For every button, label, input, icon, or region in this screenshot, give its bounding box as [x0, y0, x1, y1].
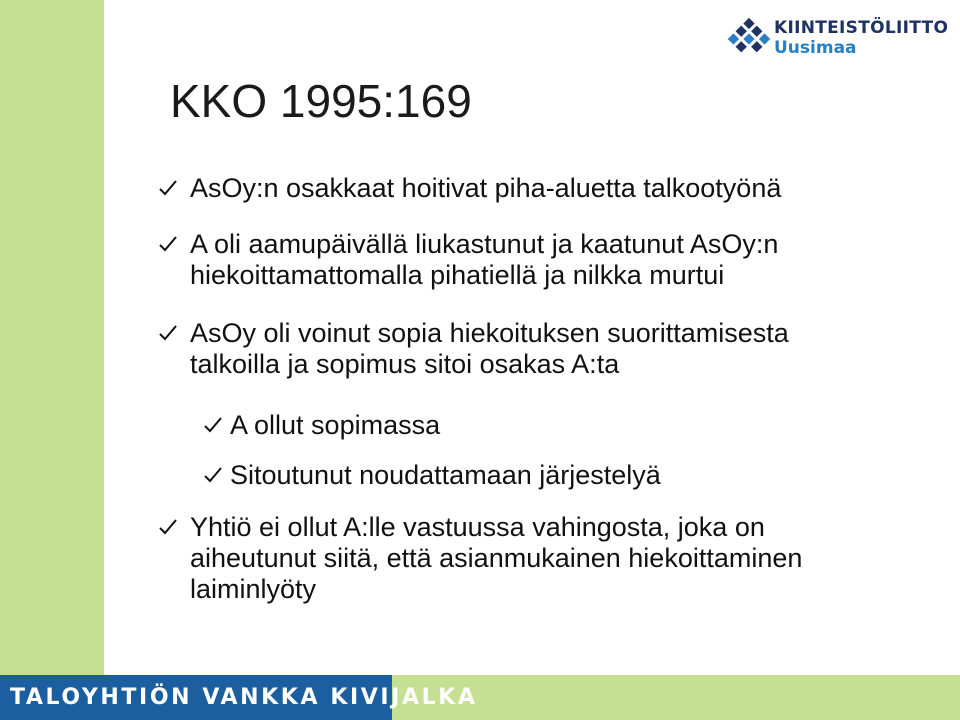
- bullet-line: AsOy oli voinut sopia hiekoituksen suorittamisesta: [190, 318, 789, 348]
- check-icon: [159, 179, 177, 197]
- bullet-line: Sitoutunut noudattamaan järjestelyä: [230, 460, 661, 490]
- bullet-line: A oli aamupäivällä liukastunut ja kaatunut AsOy:n: [190, 229, 779, 259]
- bullet-item: [190, 173, 781, 204]
- bullet-item: [190, 512, 802, 605]
- logo-text-secondary: Uusimaa: [774, 38, 857, 58]
- bullet-line: Yhtiö ei ollut A:lle vastuussa vahingosta, joka on: [190, 512, 765, 542]
- footer-slogan-box: [0, 675, 478, 720]
- bullet-item: [190, 229, 778, 291]
- footer-slogan: TALOYHTIÖN VANKKA KIVIJALKA: [10, 685, 478, 710]
- bullet-line: aiheutunut siitä, että asianmukainen hiekoittaminen: [190, 543, 803, 573]
- sub-bullet-item: [230, 410, 440, 441]
- check-icon: [204, 466, 222, 484]
- check-icon: [204, 416, 222, 434]
- bullet-line: talkoilla ja sopimus sitoi osakas A:ta: [190, 349, 620, 379]
- slide-title: KKO 1995:169: [170, 75, 472, 127]
- check-icon: [159, 235, 177, 253]
- left-accent-bar: [0, 0, 104, 720]
- check-icon: [159, 324, 177, 342]
- check-icon: [159, 518, 177, 536]
- sub-bullet-item: [230, 460, 661, 491]
- logo-text-primary: KIINTEISTÖLIITTO: [774, 18, 949, 38]
- kiinteistoliitto-logo: [728, 16, 948, 64]
- bullet-line: hiekoittamattomalla pihatiellä ja nilkka murtui: [190, 260, 725, 290]
- bullet-line: AsOy:n osakkaat hoitivat piha-aluetta talkootyönä: [190, 173, 782, 203]
- bullet-line: A ollut sopimassa: [230, 410, 441, 440]
- bullet-line: laiminlyöty: [190, 574, 317, 604]
- diamond-grid-icon: [728, 18, 770, 60]
- bullet-item: [190, 318, 789, 380]
